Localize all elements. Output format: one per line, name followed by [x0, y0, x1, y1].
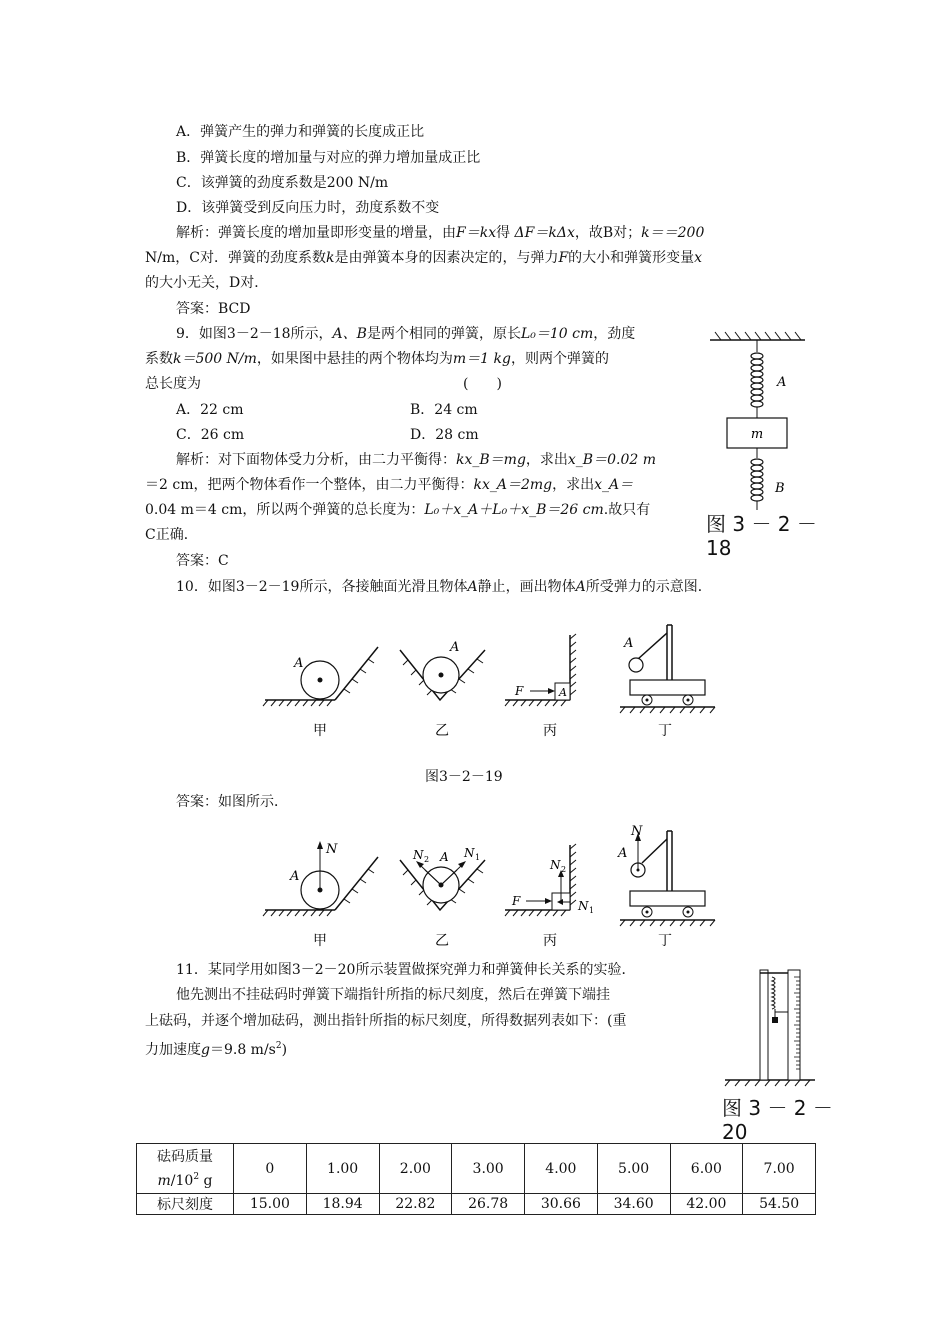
figure-3-2-19-caption: 图3－2－19	[425, 769, 503, 785]
analysis-8-line-2: N/m，C对．弹簧的劲度系数k是由弹簧本身的因素决定的，与弹力F的大小和弹簧形变量x	[145, 250, 703, 266]
q11-line-4: 力加速度g＝9.8 $m/s^2$)	[145, 1041, 288, 1058]
table-row-scale	[137, 1194, 816, 1215]
table-row-mass	[137, 1144, 816, 1194]
ans-bing-n1: N	[578, 899, 589, 913]
answer-8: 答案：BCD	[176, 301, 251, 317]
ans-bing-n2: N	[550, 858, 561, 872]
ans-bing-label: 丙	[543, 933, 557, 949]
option-c: C．该弹簧的劲度系数是200 N/m	[176, 175, 389, 191]
option-d: D．该弹簧受到反向压力时，劲度系数不变	[176, 200, 440, 216]
ans-yi-n1-sub: 1	[475, 853, 481, 862]
analysis-9-line-2: ＝2 cm，把两个物体看作一个整体，由二力平衡得：kx_A＝2mg，求出x_A＝	[145, 477, 634, 493]
ans-jia-n: N	[326, 842, 338, 857]
yi-body-label: A	[450, 640, 460, 655]
spring-b-label: B	[775, 481, 785, 496]
figure-3-2-18-caption: 图 3 － 2 － 18	[706, 512, 817, 560]
table-cell: 5.00	[597, 1144, 670, 1194]
table-cell: 4.00	[525, 1144, 598, 1194]
diagram-bing	[505, 634, 576, 739]
option-b: B．弹簧长度的增加量与对应的弹力增加量成正比	[176, 150, 481, 166]
table-cell: 42.00	[670, 1194, 743, 1215]
bing-label: 丙	[543, 723, 557, 739]
analysis-8-line-3: 的大小无关，D对．	[145, 275, 269, 291]
table-cell: 3.00	[452, 1144, 525, 1194]
jia-body-label: A	[294, 656, 304, 671]
analysis-9-line-1: 解析：对下面物体受力分析，由二力平衡得：kx_B＝mg，求出x_B＝0.02 m	[176, 452, 656, 468]
analysis-9-line-3: 0.04 m＝4 cm，所以两个弹簧的总长度为：L₀＋x_A＋L₀＋x_B＝26 cm.故只有	[145, 502, 651, 518]
figure-3-2-19	[260, 625, 720, 740]
table-cell: 6.00	[670, 1144, 743, 1194]
ans-yi-n2: N	[413, 848, 424, 862]
table-cell: 1.00	[306, 1144, 379, 1194]
figure-3-2-20	[720, 965, 820, 1090]
table-cell: 2.00	[379, 1144, 452, 1194]
figure-3-2-18	[705, 330, 815, 520]
table-cell: 34.60	[597, 1194, 670, 1215]
figure-3-2-20-caption: 图 3 － 2 － 20	[722, 1096, 833, 1144]
ans-jia-body: A	[290, 869, 300, 884]
table-cell: 54.50	[743, 1194, 816, 1215]
q9-line-3: 总长度为	[145, 376, 201, 392]
bing-body-label: A	[559, 686, 567, 699]
ans-bing-n2-sub: 2	[561, 865, 567, 874]
ans-ding-n: N	[631, 824, 643, 839]
diagram-jia	[263, 647, 378, 739]
table-cell: 22.82	[379, 1194, 452, 1215]
ans-yi-label: 乙	[435, 933, 449, 949]
ans-yi-body: A	[440, 850, 449, 864]
q9-option-c: C．26 cm	[176, 427, 245, 443]
table-cell: 0	[234, 1144, 307, 1194]
q9-option-b: B．24 cm	[410, 402, 478, 418]
bing-force-label: F	[515, 684, 524, 698]
answer-figure	[260, 825, 720, 950]
answer-9: 答案：C	[176, 553, 229, 569]
option-a: A．弹簧产生的弹力和弹簧的长度成正比	[176, 124, 425, 140]
table-head-scale: 标尺刻度	[137, 1194, 234, 1215]
diagram-yi	[400, 640, 485, 739]
table-cell: 30.66	[525, 1194, 598, 1215]
analysis-9-line-4: C正确．	[145, 527, 198, 543]
ding-label: 丁	[658, 723, 672, 739]
ans-bing-n1-sub: 1	[589, 906, 595, 915]
spring-a-label: A	[777, 375, 787, 390]
analysis-8-line-1: 解析：弹簧长度的增加量即形变量的增量，由F＝kx得 ΔF＝kΔx，故B对；k＝＝200	[176, 225, 705, 241]
yi-label: 乙	[435, 723, 449, 739]
ans-yi-n1: N	[464, 846, 475, 860]
ans-ding-body: A	[618, 846, 628, 861]
ans-bing-f: F	[512, 894, 521, 908]
ans-ding-label: 丁	[658, 933, 672, 949]
jia-label: 甲	[313, 723, 327, 739]
table-cell: 15.00	[234, 1194, 307, 1215]
q9-option-a: A．22 cm	[176, 402, 244, 418]
q9-line-1: 9．如图3－2－18所示，A、B是两个相同的弹簧，原长L₀＝10 cm，劲度	[176, 326, 636, 342]
ans-jia-label: 甲	[313, 933, 327, 949]
q9-option-d: D．28 cm	[410, 427, 479, 443]
q10-text: 10．如图3－2－19所示，各接触面光滑且物体A静止，画出物体A所受弹力的示意图．	[176, 579, 712, 595]
ans-yi-n2-sub: 2	[424, 855, 430, 864]
q9-paren: ( )	[463, 376, 502, 392]
table-cell: 7.00	[743, 1144, 816, 1194]
table-cell: 18.94	[306, 1194, 379, 1215]
diagram-ding	[620, 625, 715, 739]
data-table	[136, 1143, 816, 1215]
table-head-mass: 砝码质量 $m/10^2$ g	[137, 1144, 234, 1194]
q11-line-3: 上砝码，并逐个增加砝码，测出指针所指的标尺刻度，所得数据列表如下：(重	[145, 1013, 627, 1029]
mass-label: m	[750, 427, 764, 442]
q11-line-2: 他先测出不挂砝码时弹簧下端指针所指的标尺刻度，然后在弹簧下端挂	[176, 987, 610, 1003]
answer-10: 答案：如图所示．	[176, 794, 288, 810]
q9-line-2: 系数k＝500 N/m，如果图中悬挂的两个物体均为m＝1 kg，则两个弹簧的	[145, 351, 609, 367]
table-cell: 26.78	[452, 1194, 525, 1215]
q11-line-1: 11．某同学用如图3－2－20所示装置做探究弹力和弹簧伸长关系的实验．	[176, 962, 636, 978]
ding-body-label: A	[624, 636, 634, 651]
